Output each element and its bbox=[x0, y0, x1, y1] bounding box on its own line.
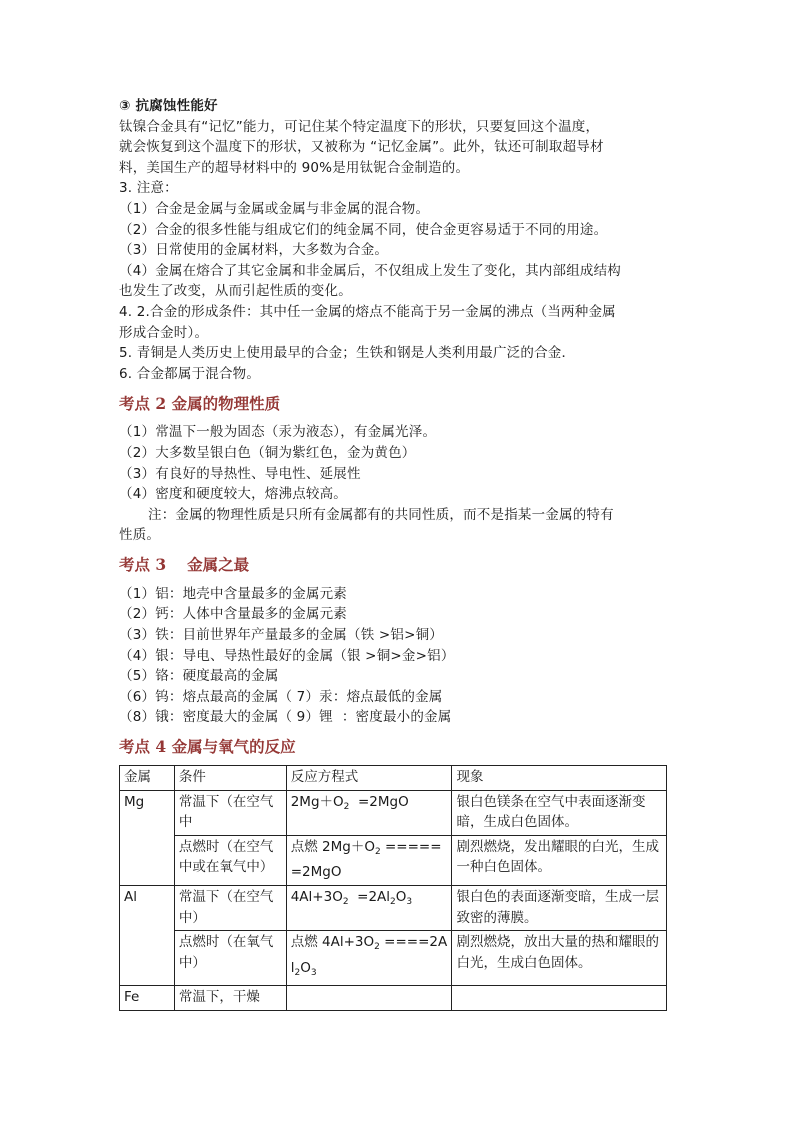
header-cell: 条件 bbox=[174, 766, 286, 791]
condition-cell: 常温下（在空气中 bbox=[174, 790, 286, 835]
superlative-item: （3）铁：目前世界年产量最多的金属（铁 >铝>铜） bbox=[119, 627, 444, 644]
equation-subscript: 3 bbox=[310, 967, 317, 978]
equation-subscript: 2 bbox=[342, 897, 349, 907]
condition-cell: 点燃时（在空气中或在氧气中） bbox=[174, 835, 286, 885]
equation-subscript: 2 bbox=[374, 942, 380, 953]
metal-cell: Fe bbox=[120, 986, 175, 1011]
property-item: （1）常温下一般为固态（汞为液态），有金属光泽。 bbox=[119, 424, 437, 441]
phenomenon-cell: 银白色的表面逐渐变暗，生成一层致密的薄膜。 bbox=[452, 886, 667, 931]
superlative-item: （4）银：导电、导热性最好的金属（银 >铜>金>铝） bbox=[119, 647, 455, 664]
header-cell: 反应方程式 bbox=[286, 766, 452, 791]
equation-cell bbox=[286, 835, 452, 885]
table-header-row bbox=[120, 766, 667, 791]
metal-cell: Al bbox=[120, 886, 175, 986]
table-row bbox=[120, 886, 667, 931]
equation-part: =2MgO bbox=[349, 793, 409, 810]
property-item: （3）有良好的导热性、导电性、延展性 bbox=[119, 465, 361, 482]
superlative-item: （1）铝：地壳中含量最多的金属元素 bbox=[119, 585, 347, 602]
equation-cell bbox=[286, 931, 452, 986]
note-item: 6. 合金都属于混合物。 bbox=[119, 365, 261, 382]
kaodian-3-heading: 考点 3 金属之最 bbox=[119, 554, 250, 574]
kaodian-4-heading: 考点 4 金属与氧气的反应 bbox=[119, 737, 296, 757]
equation-part: 点燃 4Al+3O bbox=[290, 934, 375, 951]
superlative-item: （8）锇：密度最大的金属（ 9）锂 ：密度最小的金属 bbox=[119, 709, 452, 726]
equation-cell bbox=[286, 790, 452, 835]
note-item: （4）金属在熔合了其它金属和非金属后，不仅组成上发生了变化，其内部组成结构 bbox=[119, 262, 621, 279]
condition-cell: 常温下（在空气中） bbox=[174, 886, 286, 931]
document-page bbox=[119, 96, 667, 1011]
property-item: （4）密度和硬度较大，熔沸点较高。 bbox=[119, 486, 347, 503]
condition-cell: 点燃时（在氧气中） bbox=[174, 931, 286, 986]
property-item: （2）大多数呈银白色（铜为紫红色，金为黄色） bbox=[119, 444, 416, 461]
table-row bbox=[120, 986, 667, 1011]
equation-part: 点燃 2Mg＋O bbox=[290, 838, 375, 855]
equation-part: 4Al+3O bbox=[290, 889, 343, 905]
phenomenon-cell bbox=[452, 986, 667, 1011]
equation-part: O bbox=[300, 959, 311, 976]
reaction-table bbox=[119, 765, 667, 1011]
equation-part: =2Al bbox=[348, 889, 391, 905]
property-note: 注：金属的物理性质是只所有金属都有的共同性质，而不是指某一金属的特有 bbox=[148, 506, 614, 523]
table-row bbox=[120, 931, 667, 986]
note-item: 也发生了改变，从而引起性质的变化。 bbox=[119, 283, 352, 300]
equation-subscript: 3 bbox=[406, 897, 413, 907]
superlative-item: （6）钨：熔点最高的金属（ 7）汞：熔点最低的金属 bbox=[119, 688, 443, 705]
note-item: （2）合金的很多性能与组成它们的纯金属不同，使合金更容易适于不同的用途。 bbox=[119, 221, 608, 238]
equation-subscript: 2 bbox=[294, 967, 301, 978]
equation-part: 2Mg＋O bbox=[290, 793, 344, 810]
note-item: （3）日常使用的金属材料，大多数为合金。 bbox=[119, 242, 389, 259]
kaodian-2-heading: 考点 2 金属的物理性质 bbox=[119, 394, 281, 414]
note-item: （1）合金是金属与金属或金属与非金属的混合物。 bbox=[119, 200, 430, 217]
header-cell: 现象 bbox=[452, 766, 667, 791]
equation-subscript: 2 bbox=[374, 846, 381, 857]
metal-cell: Mg bbox=[120, 790, 175, 885]
equation-subscript: 2 bbox=[343, 801, 350, 812]
table-row bbox=[120, 835, 667, 885]
superlative-item: （5）铬：硬度最高的金属 bbox=[119, 668, 279, 685]
paragraph-line: 料，美国生产的超导材料中的 90%是用钛铌合金制造的。 bbox=[119, 159, 470, 176]
note-item: 4. 2.合金的形成条件：其中任一金属的熔点不能高于另一金属的沸点（当两种金属 bbox=[119, 303, 616, 320]
equation-part: ====2Al bbox=[290, 934, 448, 976]
equation-cell bbox=[286, 986, 452, 1011]
equation-part: O bbox=[395, 889, 407, 905]
phenomenon-cell: 剧烈燃烧，发出耀眼的白光，生成一种白色固体。 bbox=[452, 835, 667, 885]
table-row bbox=[120, 790, 667, 835]
equation-subscript: 2 bbox=[390, 897, 396, 907]
condition-cell: 常温下，干燥 bbox=[174, 986, 286, 1011]
phenomenon-cell: 银白色镁条在空气中表面逐渐变暗，生成白色固体。 bbox=[452, 790, 667, 835]
notes-title: 3. 注意： bbox=[119, 180, 178, 197]
header-cell: 金属 bbox=[120, 766, 175, 791]
paragraph-line: 就会恢复到这个温度下的形状，又被称为 “记忆金属”。此外，钛还可制取超导材 bbox=[119, 139, 604, 156]
section-heading: ③ 抗腐蚀性能好 bbox=[119, 98, 218, 114]
paragraph-line: 钛镍合金具有“记忆”能力，可记住某个特定温度下的形状，只要复回这个温度， bbox=[119, 118, 600, 135]
equation-cell bbox=[286, 886, 452, 931]
note-item: 形成合金时）。 bbox=[119, 324, 209, 341]
equation-part: ======2MgO bbox=[290, 838, 442, 881]
property-note: 性质。 bbox=[119, 527, 161, 544]
note-item: 5. 青铜是人类历史上使用最早的合金；生铁和钢是人类利用最广泛的合金． bbox=[119, 345, 576, 362]
superlative-item: （2）钙：人体中含量最多的金属元素 bbox=[119, 606, 347, 623]
phenomenon-cell: 剧烈燃烧，放出大量的热和耀眼的白光，生成白色固体。 bbox=[452, 931, 667, 986]
